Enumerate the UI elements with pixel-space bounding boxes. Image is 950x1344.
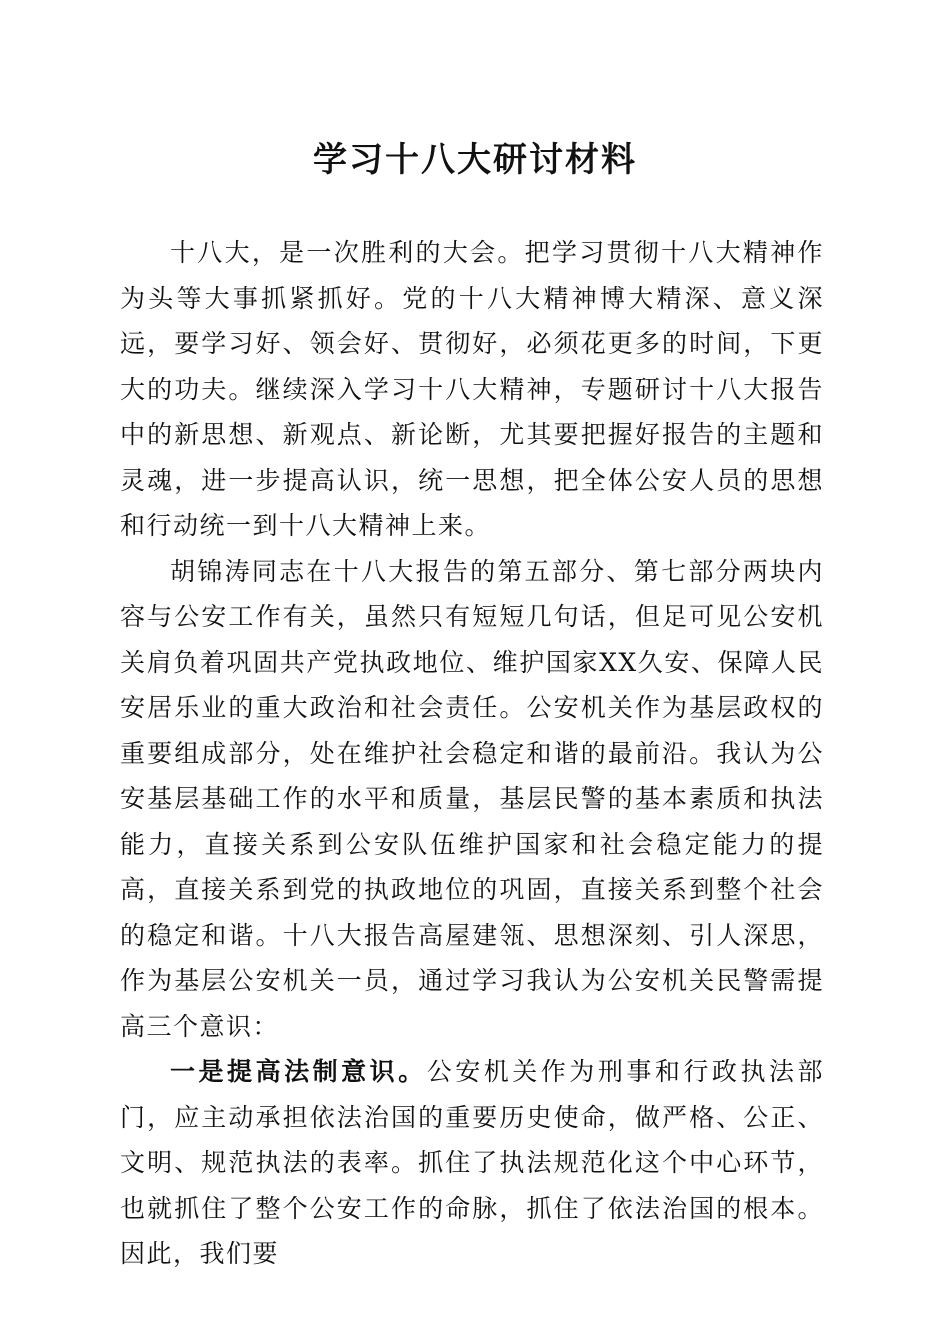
paragraph-2	[120, 549, 824, 1050]
paragraph-2-text: 胡锦涛同志在十八大报告的第五部分、第七部分两块内容与公安工作有关，虽然只有短短几句话，但足可见公安机关肩负着巩固共产党执政地位、维护国家XX久安、保障人民安居乐业的重大政治和社会责任。公安机关作为基层政权的重要组成部分，处在维护社会稳定和谐的最前沿。我认为公安基层基础工作的水平和质量，基层民警的基本素质和执法能力，直接关系到公安队伍维护国家和社会稳定能力的提高，直接关系到党的执政地位的巩固，直接关系到整个社会的稳定和谐。十八大报告高屋建瓴、思想深刻、引人深思，作为基层公安机关一员，通过学习我认为公安机关民警需提高三个意识：	[120, 556, 824, 1041]
document-title: 学习十八大研讨材料	[313, 140, 637, 180]
paragraph-3	[120, 1049, 824, 1277]
document-body	[120, 230, 824, 1277]
paragraph-3-lead: 一是提高法制意识。	[170, 1057, 427, 1086]
paragraph-1	[120, 230, 824, 549]
paragraph-3-text: 公安机关作为刑事和行政执法部门，应主动承担依法治国的重要历史使命，做严格、公正、文明、规范执法的表率。抓住了执法规范化这个中心环节，也就抓住了整个公安工作的命脉，抓住了依法治国的根本。因此，我们要	[120, 1057, 824, 1268]
paragraph-1-text: 十八大，是一次胜利的大会。把学习贯彻十八大精神作为头等大事抓紧抓好。党的十八大精神博大精深、意义深远，要学习好、领会好、贯彻好，必须花更多的时间，下更大的功夫。继续深入学习十八大精神，专题研讨十八大报告中的新思想、新观点、新论断，尤其要把握好报告的主题和灵魂，进一步提高认识，统一思想，把全体公安人员的思想和行动统一到十八大精神上来。	[120, 238, 824, 540]
